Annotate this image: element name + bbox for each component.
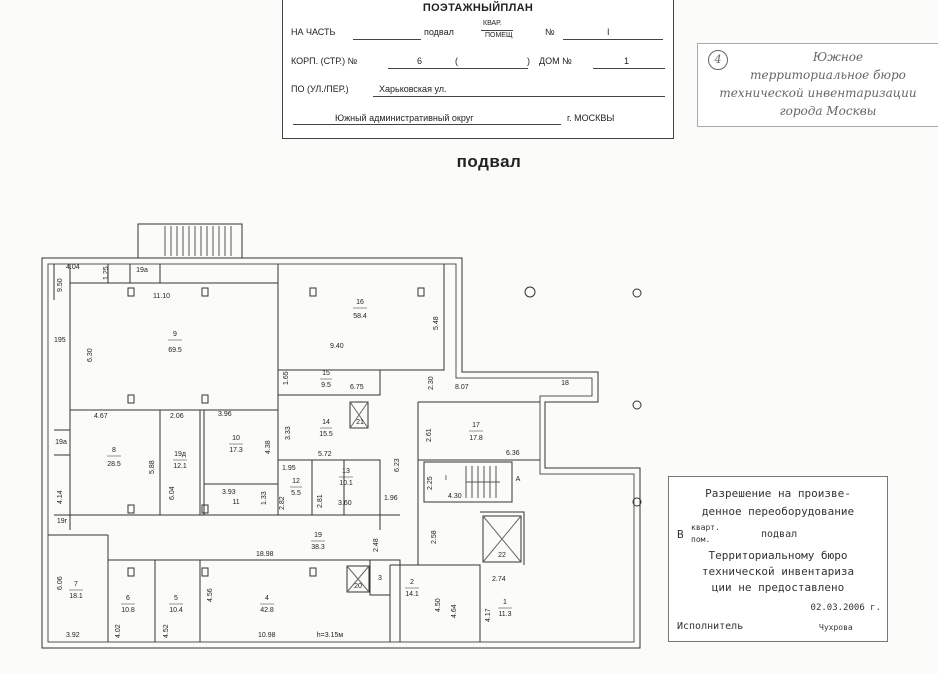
permission-date: 02.03.2006 г. [810,603,881,613]
room-id: 21 [356,419,364,426]
room-area: 11.3 [498,611,512,618]
stamp-line3: технической инвентаризации [719,86,917,100]
column [202,288,208,296]
room-id: 3 [378,575,382,582]
kvar-label: КВАР. [483,20,502,27]
wall [54,264,70,515]
permission-kvart: кварт. [691,523,720,532]
dimension: 6.06 [57,576,64,590]
permission-stamp [668,476,888,642]
dimension: 4.17 [485,608,492,622]
room-area: 14.1 [405,591,419,598]
dimension: 3.92 [66,632,80,639]
dimension: 2.58 [431,530,438,544]
room-id: 14 [322,419,330,426]
room-area: 9.5 [321,382,331,389]
room-area: 5.5 [291,490,301,497]
korp-label: КОРП. (СТР.) № [291,56,358,66]
dimension: 4.38 [265,440,272,454]
dimension: 195 [54,337,66,344]
room-id: 16 [356,299,364,306]
column [128,505,134,513]
column-circle [525,287,535,297]
column [202,505,208,513]
column-circle [633,289,641,297]
permission-line5: технической инвентариза [701,565,855,578]
dimension: 2.61 [426,428,433,442]
dimension: 1.25 [103,266,110,280]
stair-mark: A [515,476,521,483]
dimension: 3.33 [285,426,292,440]
dimension: 6.30 [87,348,94,362]
column [310,568,316,576]
room-id: 19г [56,518,68,525]
podval-field: подвал [424,27,454,37]
stamp-line1: Южное [812,50,864,64]
dimension: 2.30 [428,376,435,390]
room-id: 9 [173,331,177,338]
room-id: 12 [292,478,300,485]
ceiling-height: h=3.15м [316,632,344,639]
dimension: 10.98 [258,632,276,639]
room-area: 28.5 [107,461,121,468]
dimension: 6.23 [394,458,401,472]
dimension: 2.74 [492,576,506,583]
room-id: 7 [74,581,78,588]
stair-mark: I [445,475,447,482]
dimension: 6.75 [350,384,364,391]
dimension: 5.48 [433,316,440,330]
dimension: 2.48 [373,538,380,552]
entrance-stair [138,224,242,258]
stamp-number: 4 [708,50,728,70]
dom-value: 1 [624,56,630,66]
room-id: 5 [174,595,178,602]
floor-title: подвал [456,152,522,171]
no-value: I [607,27,610,37]
dimension: 2.81 [317,494,324,508]
room-area: 15.5 [319,431,333,438]
paren-close: ) [527,56,530,66]
dimension: 9.40 [330,343,344,350]
dimension: 3.93 [222,489,236,496]
room-id: 1 [503,599,507,606]
room-id: 15 [322,370,330,377]
korp-value: 6 [417,56,423,66]
room-id: 22 [498,552,506,559]
dimension: 1.65 [283,371,290,385]
stamp-line2: территориальное бюро [750,68,906,82]
permission-executor: Исполнитель [677,621,744,632]
dimension: 6.04 [169,486,176,500]
label-lines [69,308,512,608]
room-area: 42.8 [260,607,274,614]
room-area: 69.5 [168,347,182,354]
dimension: 3.60 [338,500,352,507]
room-id: 19а [136,267,148,274]
dimension: 4.04 [66,264,80,271]
dimension: 1.33 [261,491,268,505]
room-area: 17.3 [229,447,243,454]
room-id: 10 [232,435,240,442]
pomesch-label: ПОМЕЩ [485,32,513,39]
room-area: 10.1 [339,480,353,487]
dom-label: ДОМ № [539,56,572,66]
dimension: 4.56 [207,588,214,602]
street-value: Харьковская ул. [379,84,447,94]
column [128,568,134,576]
dimension: 4.50 [435,598,442,612]
room-labels [55,267,569,639]
room-id: 11 [232,499,240,506]
plan-title: ПОЭТАЖНЫЙПЛАН [422,2,534,14]
column [202,568,208,576]
permission-line1: Разрешение на произве- [705,487,851,500]
room-id: 13 [342,468,350,475]
dimension: 1.95 [282,465,296,472]
dimension: 4.02 [115,624,122,638]
column [128,395,134,403]
dimension: 4.67 [94,413,108,420]
dimension-labels [54,264,520,639]
room-area: 12.1 [173,463,187,470]
paren-open: ( [455,56,458,66]
room-id: 8 [112,447,116,454]
dimension: 4.64 [451,604,458,618]
wall [108,264,160,283]
room-id: 19 [314,532,322,539]
dimension: 8.07 [455,384,469,391]
permission-line2: денное переоборудование [701,505,855,518]
stair-steps [466,466,500,498]
dimension: 6.36 [506,450,520,457]
no-label: № [545,27,555,37]
dimension: 9.50 [57,278,64,292]
dimension: 4.30 [448,493,462,500]
okrug-value: Южный административный округ [335,113,474,123]
room-id: 4 [265,595,269,602]
dimension: 5.88 [149,460,156,474]
dimension: 11.10 [153,293,170,300]
room-id: 20 [354,583,362,590]
dimension: 3.96 [218,411,232,418]
room-area: 17.8 [469,435,483,442]
permission-podval: подвал [761,529,798,540]
inner-wall [48,264,634,642]
stair-steps [165,226,231,256]
column [418,288,424,296]
dimension: 2.82 [279,496,286,510]
column [310,288,316,296]
room-area: 10.4 [169,607,183,614]
room-area: 38.3 [311,544,325,551]
room-id: 19д [174,451,186,458]
permission-pom: пом. [691,535,711,544]
permission-line6: ции не предоставлено [711,581,845,594]
wall [108,560,400,642]
room-area: 10.8 [121,607,135,614]
room-id: 6 [126,595,130,602]
column [128,288,134,296]
room-area: 58.4 [353,313,367,320]
outer-wall [42,258,640,648]
dimension: 2.06 [170,413,184,420]
room-id: 19а [55,439,67,446]
permission-line4: Территориальному бюро [708,549,848,562]
stamp-line4: города Москвы [779,104,877,118]
permission-v: В [677,528,684,541]
dimension: 18.98 [256,551,274,558]
dimension: 2.25 [427,476,434,490]
room-id: 2 [410,579,414,586]
dimension: 4.14 [57,490,64,504]
column-circle [633,401,641,409]
room-area: 18.1 [69,593,83,600]
city-value: г. МОСКВЫ [567,113,615,123]
permission-signature: Чухрова [819,623,853,632]
room-id: 18 [561,380,569,387]
room-id: 17 [472,422,480,429]
na-chast-label: НА ЧАСТЬ [291,27,336,37]
dimension: 5.72 [318,451,332,458]
column [202,395,208,403]
dimension: 1.96 [384,495,398,502]
dimension: 4.52 [163,624,170,638]
street-label: ПО (УЛ./ПЕР.) [291,84,349,94]
